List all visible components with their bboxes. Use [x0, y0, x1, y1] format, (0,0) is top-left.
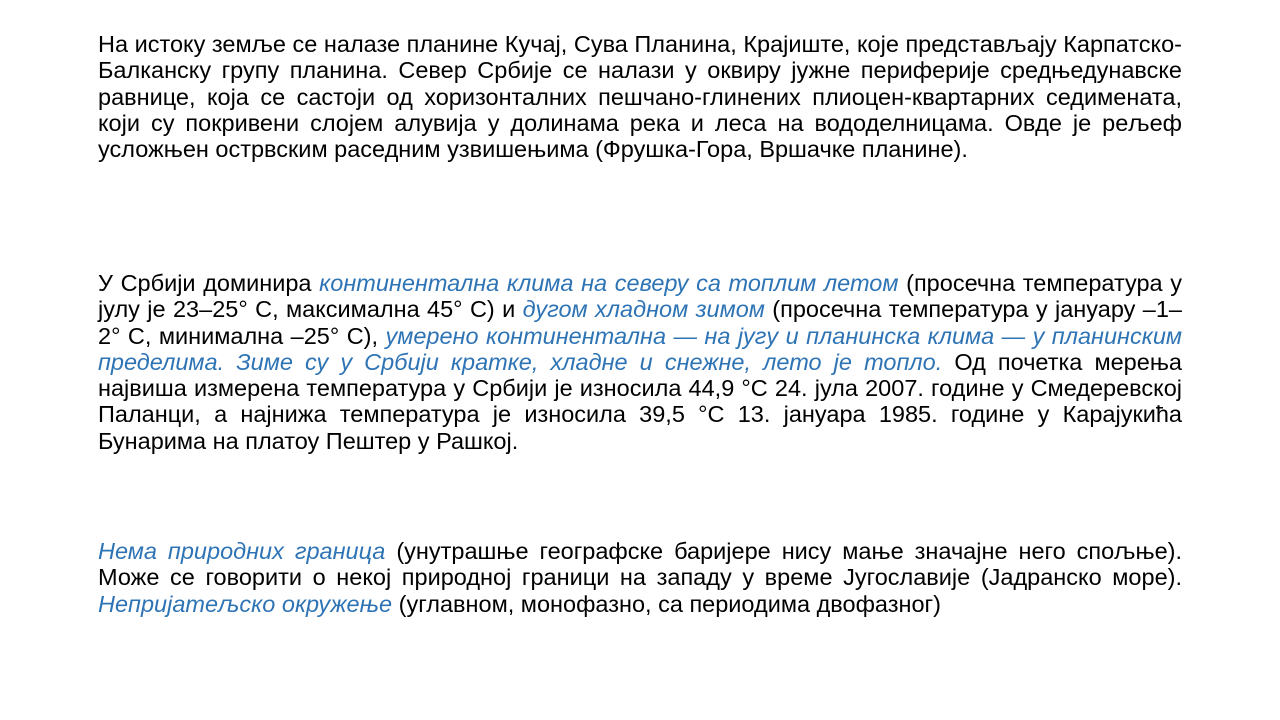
paragraph-climate: [98, 270, 1182, 454]
highlighted-run: Нема природних граница: [98, 538, 386, 564]
highlighted-run: Непријатељско окружење: [98, 590, 393, 617]
highlighted-run: континентална клима на северу са топлим летом: [319, 270, 899, 296]
text-run: (унутрашње географске баријере нису мање значајне него спољње). Може се говорити о некој природној граници на западу у време Југославије (Јадранско море).: [98, 538, 1182, 591]
text-run: На истоку земље се налазе планине Кучај, Сува Планина, Крајиште, које представљају Карпатско-Балканску групу планина. Север Србије се налази у оквиру јужне периферије средњедунавске равнице, која се састоји од хоризонталних пешчано-глинених плиоцен-квартарних седимената, који су покривени слојем алувија у долинама река и леса на вододелницама. Овде је рељеф усложњен острвским раседним узвишењима (Фрушка-Гора, Вршачке планине).: [98, 31, 1182, 163]
text-run: У Србији доминира: [98, 270, 320, 296]
paragraph-borders: [98, 538, 1182, 617]
text-run: (углавном, монофазно, са периодима двофазног): [392, 590, 941, 617]
text-run: Од почетка мерења највиша измерена температура у Србији је износила 44,9 °C 24. јула 2007. године у Смедеревској Паланци, а најнижа температура је износила 39,5 °C 13. јануара 1985. године у Карајукића Бунарима на платоу Пештер у Рашкој.: [98, 348, 1182, 454]
text-run: (просечна температура у јулу је 23–25° C, максимална 45° C) и: [98, 270, 1182, 323]
highlighted-run: дугом хладном зимом: [522, 296, 765, 323]
paragraph-relief: [98, 31, 1182, 162]
highlighted-run: умерено континентална — на југу и планинска клима — у планинским пределима. Зиме су у Србији кратке, хладне и снежне, лето је топло.: [98, 322, 1182, 375]
text-run: (просечна температура у јануару –1–2° C, минимална –25° C),: [98, 296, 1182, 349]
